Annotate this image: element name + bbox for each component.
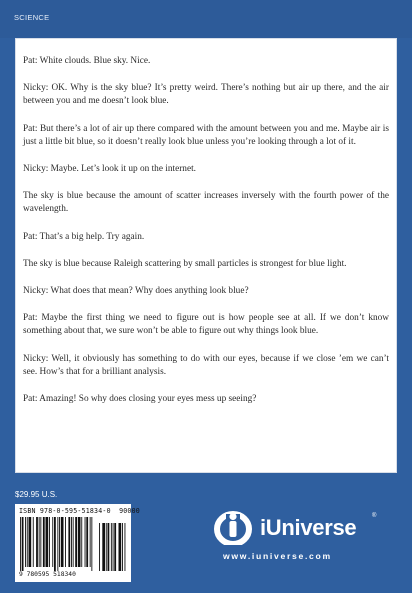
dialogue-line: The sky is blue because Raleigh scattering by small particles is strongest for blue light.	[23, 258, 347, 269]
barcode-block	[15, 504, 140, 582]
barcode-digits: 9 780595 518340	[19, 571, 76, 578]
top-band	[0, 0, 412, 38]
dialogue-excerpt	[23, 55, 389, 420]
publisher-logo	[214, 511, 384, 545]
price-label: $29.95 U.S.	[15, 490, 58, 499]
isbn-label: ISBN 978-0-595-51834-0 90000	[19, 507, 140, 515]
dialogue-line: Pat: But there’s a lot of air up there compared with the amount between you and me. Maybe air is just a little bit blue, so it doesn’t really look blue unless you’re looking through a lot of it.	[23, 123, 389, 147]
dialogue-line: Pat: White clouds. Blue sky. Nice.	[23, 56, 151, 66]
dialogue-line: Nicky: Well, it obviously has something to do with our eyes, because if we close ’em we can’t see. How’s that for a brilliant analysis.	[23, 353, 389, 377]
dialogue-line: The sky is blue because the amount of scatter increases inversely with the fourth power of the wavelength.	[23, 191, 389, 215]
eye-logo-icon	[214, 511, 254, 545]
excerpt-panel	[15, 38, 397, 473]
publisher-website[interactable]: www.iuniverse.com	[223, 551, 332, 561]
registered-mark: ®	[372, 513, 377, 519]
section-label: SCIENCE	[14, 13, 50, 22]
dialogue-line: Nicky: OK. Why is the sky blue? It’s pretty weird. There’s nothing but air up there, and the air between you and me doesn’t look blue.	[23, 83, 389, 107]
dialogue-line: Pat: Amazing! So why does closing your eyes mess up seeing?	[23, 394, 257, 405]
dialogue-line: Nicky: Maybe. Let’s look it up on the internet.	[23, 164, 196, 175]
dialogue-line: Nicky: What does that mean? Why does anything look blue?	[23, 286, 249, 297]
dialogue-line: Pat: Maybe the first thing we need to figure out is how people see at all. If we don’t know something about that, we sure won’t be able to figure out why things look blue.	[23, 313, 389, 337]
dialogue-line: Pat: That’s a big help. Try again.	[23, 231, 145, 242]
cover-footer	[0, 473, 412, 593]
publisher-name: iUniverse	[260, 515, 357, 540]
barcode-icon	[19, 517, 127, 571]
